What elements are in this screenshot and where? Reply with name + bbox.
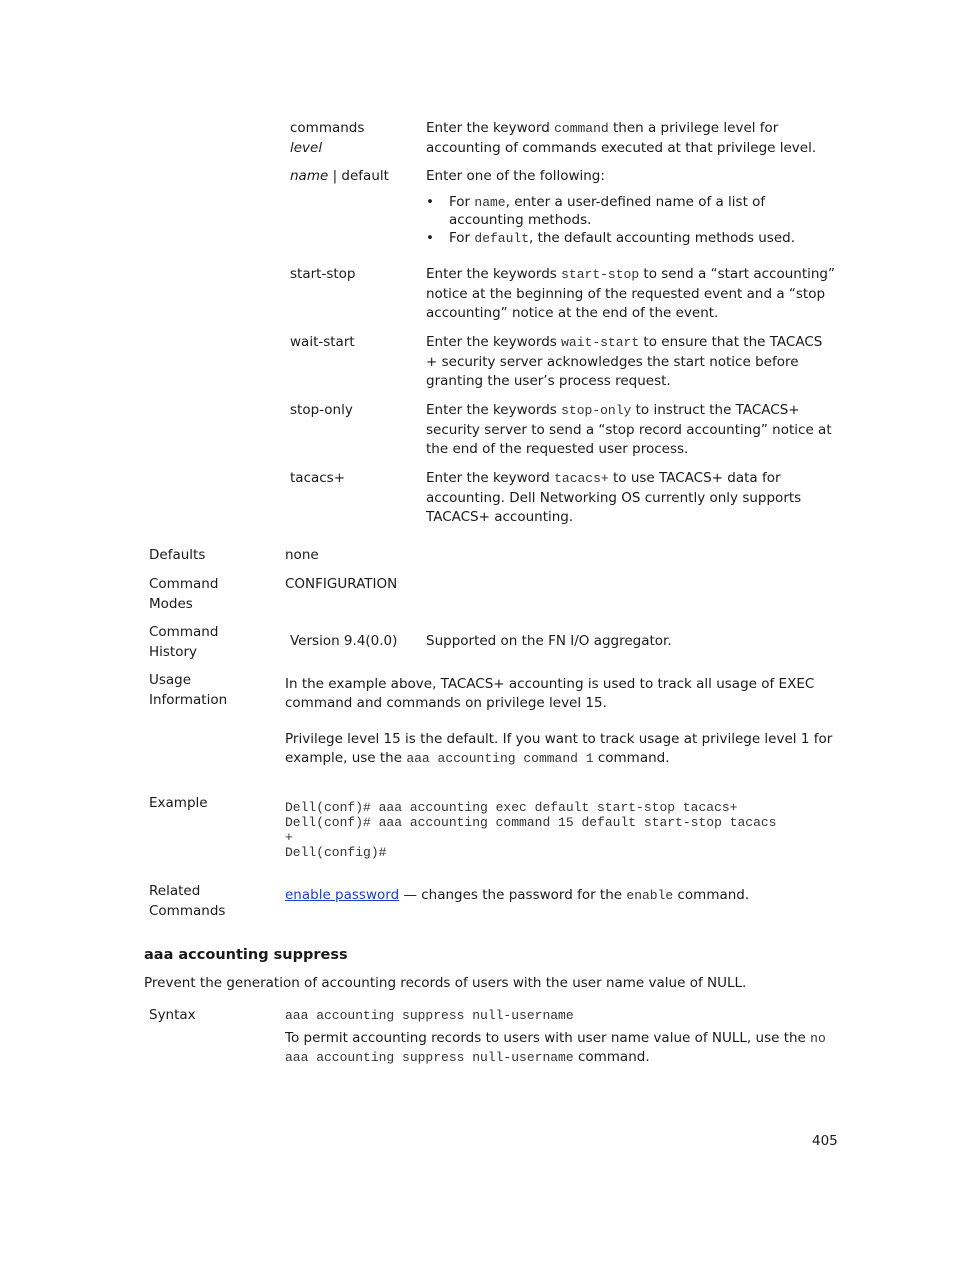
desc-text: Enter the keyword [426,470,555,486]
desc-text: to ensure that the TACACS [639,334,823,350]
param-commands-level [290,119,364,158]
param-name: commands [290,120,365,136]
param-stop-only: stop-only [290,402,353,418]
syntax-note [285,1029,845,1067]
desc-text: to send a “start accounting” [639,266,835,282]
code-keyword: aaa accounting command 1 [406,751,594,766]
usage-text: example, use the [285,750,407,766]
param-name: name [290,168,329,184]
code-keyword: tacacs+ [554,471,609,486]
desc-text: accounting methods. [449,211,592,228]
desc-text: Enter the keywords [426,402,562,418]
code-keyword: command [554,121,609,136]
label-line: Information [149,691,228,708]
usage-information-label [149,671,227,710]
desc-text: , enter a user-defined name of a list of [505,194,766,210]
label-line: Commands [149,902,226,919]
bullet-item-default [426,230,836,248]
command-modes-value: CONFIGURATION [285,576,398,592]
label-line: Modes [149,595,193,612]
section-heading: aaa accounting suppress [144,947,348,963]
syntax-text: To permit accounting records to users with user name value of NULL, use the [285,1030,811,1046]
command-history-label [149,623,218,662]
desc-text: then a privilege level for [608,120,779,136]
syntax-code: aaa accounting suppress null-username [285,1008,574,1023]
usage-paragraph-2 [285,730,845,768]
desc-text: accounting. Dell Networking OS currently only supports [426,489,802,506]
related-commands-label [149,882,225,921]
desc-text: Enter the keywords [426,266,562,282]
desc-text: Enter the keyword [426,120,555,136]
desc-text: granting the user’s process request. [426,373,671,389]
syntax-label: Syntax [149,1007,196,1023]
command-modes-label [149,575,218,614]
label-line: History [149,643,198,660]
desc-text: accounting of commands executed at that privilege level. [426,139,817,156]
param-stop-only-desc [426,401,836,460]
desc-text: For [449,194,475,210]
param-tacacs: tacacs+ [290,470,346,486]
param-tacacs-desc [426,469,836,528]
desc-text: accounting” notice at the end of the event. [426,305,719,321]
page-number: 405 [812,1133,838,1149]
desc-text: + security server acknowledges the start notice before [426,353,799,370]
desc-text: security server to send a “stop record accounting” notice at [426,421,832,438]
code-keyword: name [474,195,506,210]
related-text: — changes the password for the [399,887,627,903]
usage-text: In the example above, TACACS+ accounting is used to track all usage of EXEC [285,676,815,692]
syntax-text: command. [573,1049,650,1065]
param-name-default [290,167,389,187]
bullet-icon: • [426,230,434,246]
example-label: Example [149,795,208,811]
history-version: Version 9.4(0.0) [290,633,398,649]
param-wait-start-desc [426,333,836,392]
bullet-item-name [426,194,836,230]
label-line: Related [149,883,201,899]
param-wait-start: wait-start [290,334,355,350]
defaults-label: Defaults [149,547,206,563]
code-keyword: start-stop [561,267,640,282]
usage-text: command. [593,750,670,766]
desc-text: Enter the keywords [426,334,562,350]
desc-text: , the default accounting methods used. [529,230,795,246]
desc-text: notice at the beginning of the requested event and a “stop [426,285,826,302]
desc-text: the end of the requested user process. [426,441,689,457]
section-intro: Prevent the generation of accounting records of users with the user name value of NULL. [144,975,747,991]
code-keyword: default [474,231,529,246]
code-keyword: no [810,1031,826,1046]
code-keyword: stop-only [561,403,632,418]
usage-text: command and commands on privilege level 15. [285,695,607,711]
bullet-icon: • [426,194,434,210]
defaults-value: none [285,547,319,563]
code-keyword: aaa accounting suppress null-username [285,1050,574,1065]
enable-password-link[interactable]: enable password [285,887,400,903]
related-commands-value [285,886,749,905]
param-name-level: level [290,139,323,156]
desc-text: TACACS+ accounting. [426,509,574,525]
param-name-default-intro: Enter one of the following: [426,168,605,184]
example-code-block: Dell(conf)# aaa accounting exec default start-stop tacacs+ Dell(conf)# aaa accounting command 15 default start-stop tacacs + Dell(config)# [285,800,777,860]
param-name-rest: | default [328,168,389,184]
code-keyword: wait-start [561,335,640,350]
usage-paragraph-1 [285,675,845,713]
param-start-stop-desc [426,265,836,324]
param-commands-level-desc [426,119,836,158]
label-line: Command [149,576,219,592]
code-keyword: enable [626,888,674,903]
history-description: Supported on the FN I/O aggregator. [426,633,672,649]
desc-text: to instruct the TACACS+ [631,402,800,418]
param-start-stop: start-stop [290,266,356,282]
usage-text: Privilege level 15 is the default. If you want to track usage at privilege level 1 for [285,731,833,747]
label-line: Usage [149,672,192,688]
desc-text: to use TACACS+ data for [608,470,781,486]
label-line: Command [149,624,219,640]
related-text: command. [673,887,750,903]
desc-text: For [449,230,475,246]
